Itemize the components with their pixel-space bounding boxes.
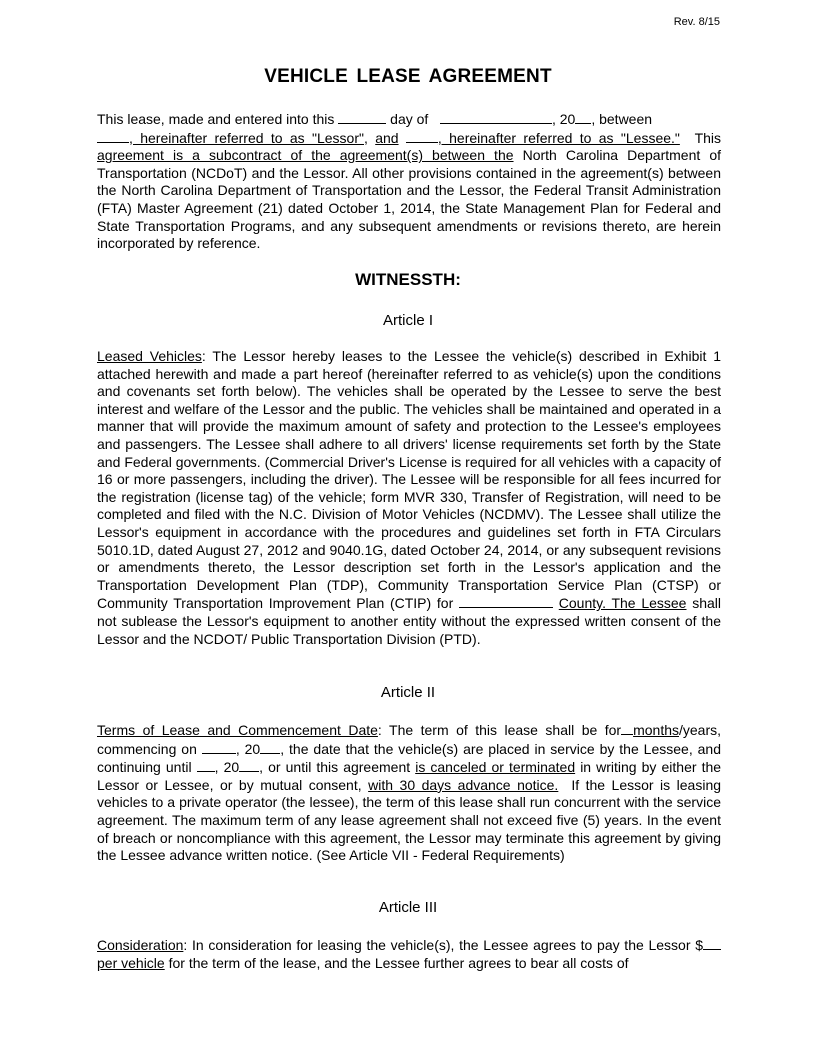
witnessth-heading: WITNESSTH: [355,270,461,289]
intro-paragraph: This lease, made and entered into this day of , 20 , between , hereinafter referred to as "Lessor", and , hereinafter referred to as "Lessee." This agreement is a subcontract of the agreement(s) between the North Carolina Department of Transportation (NCDoT) and the Lessor. All other provisions contained in the agreement(s) between the North Carolina Department of Transportation and the Lessor, the Federal Transit Administration (FTA) Master Agreement (21) dated October 1, 2014, the State Management Plan for Federal and State Transportation Programs, and any subsequent amendments or revisions thereto, are herein incorporated by reference. [97,111,722,252]
amount-blank[interactable] [703,936,721,950]
lessee-blank[interactable] [406,129,438,143]
article-2-paragraph: Terms of Lease and Commencement Date: The term of this lease shall be for months/years, commencing on , 20 , the date that the vehicle(s) are placed in service by the Lessee, and continuing until , 20 , or until this agreement is canceled or terminated in writing by either the Lessor or Lessee, or by mutual consent, with 30 days advance notice. If the Lessor is leasing vehicles to a private operator (the lessee), the term of this lease shall run concurrent with the service agreement. The maximum term of any lease agreement shall not exceed five (5) years. In the event of breach or noncompliance with this agreement, the Lessor may terminate this agreement by giving the Lessee advance written notice. (See Article VII - Federal Requirements) [97,722,722,864]
end-date-blank[interactable] [197,758,215,772]
consideration-label: Consideration [97,937,184,953]
county-blank[interactable] [459,594,553,608]
lessor-blank[interactable] [97,129,129,143]
document-title: VEHICLE LEASE AGREEMENT [264,66,552,87]
article-3-heading: Article III [378,899,438,916]
end-year-blank[interactable] [239,758,259,772]
leased-vehicles-label: Leased Vehicles [97,348,202,364]
term-blank[interactable] [621,721,633,735]
day-blank[interactable] [338,110,386,124]
article-2-heading: Article II [380,684,436,701]
month-blank[interactable] [440,110,552,124]
year-blank[interactable] [575,110,591,124]
revision-label: Rev. 8/15 [673,16,720,28]
article-1-heading: Article I [382,312,433,329]
article-3-paragraph: Consideration: In consideration for leasing the vehicle(s), the Lessee agrees to pay the Lessor $per vehicle for the term of the lease, and the Lessee further agrees to bear all costs of [97,936,721,972]
terms-label: Terms of Lease and Commencement Date [97,722,378,738]
article-1-paragraph: Leased Vehicles: The Lessor hereby leases to the Lessee the vehicle(s) described in Exhibit 1 attached herewith and made a part hereof (hereinafter referred to as vehicle(s) upon the conditions and covenants set forth below). The vehicles shall be operated by the Lessee to serve the best interest and welfare of the Lessor and the public. The vehicles shall be maintained and operated in a manner that will provide the maximum amount of safety and protection to the Lessee's employees and passengers. The Lessee shall adhere to all drivers' license requirements set forth by the State and Federal governments. (Commercial Driver's License is required for all vehicles with a capacity of 16 or more passengers, including the driver). The Lessee will be responsible for all fees incurred for the registration (license tag) of the vehicle; form MVR 330, Transfer of Registration, will need to be completed and filed with the N.C. Division of Motor Vehicles (NCDMV). The Lessee shall utilize the Lessor's equipment in accordance with the procedures and guidelines set forth in FTA Circulars 5010.1D, dated August 27, 2012 and 9040.1G, dated October 24, 2014, or any subsequent revisions or amendments thereto, the Lessor description set forth in the Lessor's application and the Transportation Development Plan (TDP), Community Transportation Service Plan (CTSP) or Community Transportation Improvement Plan (CTIP) for County. The Lessee shall not sublease the Lessor's equipment to another entity without the expressed written consent of the Lessor and the NCDOT/ Public Transportation Division (PTD). [97,348,722,647]
commence-date-blank[interactable] [202,740,236,754]
commence-year-blank[interactable] [260,740,280,754]
